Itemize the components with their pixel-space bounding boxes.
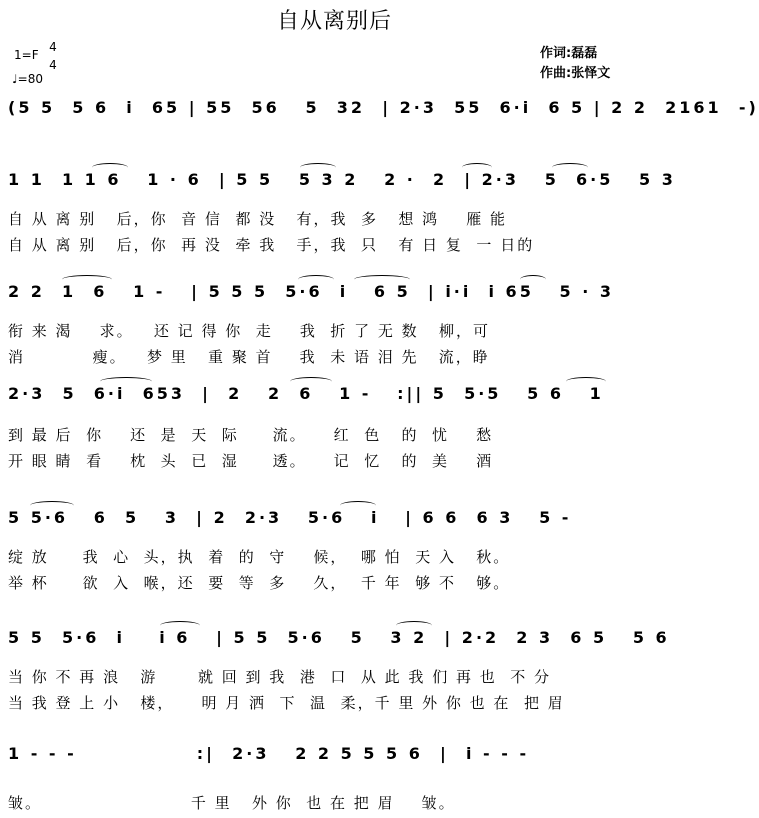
time-signature-top: 4 — [49, 40, 57, 54]
lyric-verse-2: 消 瘦。 梦 里 重 聚 首 我 未 语 泪 先 流，睁 — [8, 348, 490, 366]
slur — [462, 163, 492, 172]
lyric-verse-1: 衔 来 渴 求。 还 记 得 你 走 我 折 了 无 数 柳，可 — [8, 322, 490, 340]
notation-line: 1 1 1 1 6 1 · 6 | 5 5 5 3 2 2 · 2 | 2·3 5 6·5 5 3 — [8, 170, 676, 189]
lyric-verse-2: 自 从 离 别 后，你 再 没 牵 我 手，我 只 有 日 复 一 日的 — [8, 236, 535, 254]
notation-line: 5 5·6 6 5 3 | 2 2·3 5·6 i | 6 6 6 3 5 - — [8, 508, 572, 527]
composer: 作曲:张怿文 — [540, 66, 611, 81]
score-system-7 — [8, 744, 658, 768]
score-system-3 — [8, 282, 658, 306]
slur — [160, 621, 200, 630]
slur — [100, 377, 152, 386]
lyric-verse-1: 皱。 千 里 外 你 也 在 把 眉 皱。 — [8, 794, 456, 812]
notation-line: 1 - - - :| 2·3 2 2 5 5 5 6 | i - - - — [8, 744, 530, 763]
notation-line: (5 5 5 6 i 65 | 55 56 5 32 | 2·3 55 6·i 6 5 | 2 2 2161 -) — [8, 98, 759, 117]
lyric-verse-1: 绽 放 我 心 头，执 着 的 守 候， 哪 怕 天 入 秋。 — [8, 548, 511, 566]
slur — [566, 377, 606, 386]
slur — [290, 377, 332, 386]
score-system-2 — [8, 170, 676, 194]
slur — [396, 621, 432, 630]
notation-line: 2 2 1 6 1 - | 5 5 5 5·6 i 6 5 | i·i i 65 5 · 3 — [8, 282, 615, 301]
time-signature-bottom: 4 — [49, 58, 57, 72]
lyric-verse-2: 举 杯 欲 入 喉，还 要 等 多 久， 千 年 够 不 够。 — [8, 574, 511, 592]
lyric-verse-1: 自 从 离 别 后，你 音 信 都 没 有，我 多 想 鸿 雁 能 — [8, 210, 507, 228]
score-system-1 — [8, 98, 759, 122]
slur — [340, 501, 376, 510]
notation-line: 5 5 5·6 i i 6 | 5 5 5·6 5 3 2 | 2·2 2 3 6 5 5 6 — [8, 628, 670, 647]
slur — [298, 275, 334, 284]
slur — [92, 163, 128, 172]
lyric-verse-1: 当 你 不 再 浪 游 就 回 到 我 港 口 从 此 我 们 再 也 不 分 — [8, 668, 552, 686]
lyric-verse-2: 当 我 登 上 小 楼， 明 月 洒 下 温 柔，千 里 外 你 也 在 把 眉 — [8, 694, 565, 712]
slur — [62, 275, 112, 284]
lyric-verse-1: 到 最 后 你 还 是 天 际 流。 红 色 的 忧 愁 — [8, 426, 494, 444]
score-system-6 — [8, 628, 670, 652]
slur — [552, 163, 588, 172]
slur — [30, 501, 74, 510]
notation-line: 2·3 5 6·i 653 | 2 2 6 1 - :|| 5 5·5 5 6 1 — [8, 384, 604, 403]
score-system-4 — [8, 384, 658, 408]
key-signature: 1=F — [14, 48, 39, 62]
song-title: 自从离别后 — [276, 9, 392, 34]
credits — [540, 44, 610, 84]
slur — [354, 275, 410, 284]
tempo-marking: ♩=80 — [12, 72, 43, 86]
slur — [300, 163, 336, 172]
slur — [520, 275, 546, 284]
lyricist: 作词:磊磊 — [540, 46, 598, 61]
lyric-verse-2: 开 眼 睛 看 枕 头 已 湿 透。 记 忆 的 美 酒 — [8, 452, 494, 470]
score-system-5 — [8, 508, 658, 532]
